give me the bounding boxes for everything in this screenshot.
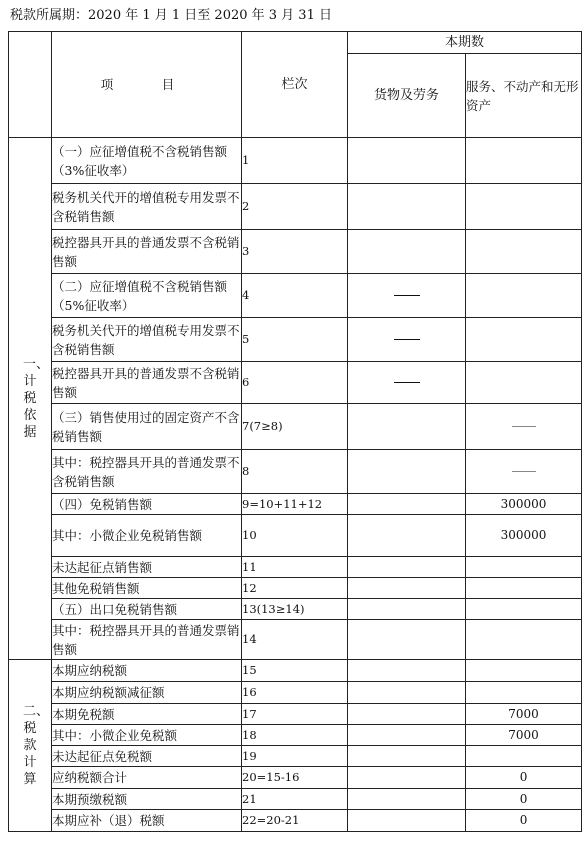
item-cell: 应纳税额合计 [52, 767, 242, 789]
goods-cell [348, 274, 466, 318]
services-cell: 7000 [466, 704, 582, 725]
item-cell: 其他免税销售额 [52, 578, 242, 599]
item-cell: 其中：小微企业免税额 [52, 725, 242, 746]
services-cell [466, 362, 582, 404]
services-cell [466, 746, 582, 767]
goods-cell [348, 230, 466, 274]
table-row [9, 138, 582, 184]
table-row [9, 599, 582, 620]
item-cell: 其中：税控器具开具的普通发票销售额 [52, 620, 242, 660]
section-label: 二、税款计算 [23, 704, 50, 787]
goods-cell [348, 362, 466, 404]
not-applicable-dash [512, 426, 536, 427]
goods-cell [348, 767, 466, 789]
header-goods: 货物及劳务 [348, 54, 466, 138]
section-basis [9, 138, 52, 660]
not-applicable-dash [394, 295, 420, 296]
table-row [9, 704, 582, 725]
item-cell: 本期应补（退）税额 [52, 810, 242, 832]
line-number-cell: 15 [242, 660, 348, 682]
table-row [9, 404, 582, 450]
goods-cell [348, 578, 466, 599]
services-cell: 7000 [466, 725, 582, 746]
header-item: 项 目 [52, 32, 242, 138]
table-row [9, 557, 582, 578]
table-row [9, 318, 582, 362]
line-number-cell: 2 [242, 184, 348, 230]
goods-cell [348, 494, 466, 515]
line-number-cell: 9=10+11+12 [242, 494, 348, 515]
table-row [9, 620, 582, 660]
goods-cell [348, 746, 466, 767]
services-cell [466, 557, 582, 578]
header-current-period: 本期数 [348, 32, 582, 54]
vat-return-table [8, 31, 582, 832]
item-cell: 未达起征点免税额 [52, 746, 242, 767]
line-number-cell: 19 [242, 746, 348, 767]
goods-cell [348, 620, 466, 660]
line-number-cell: 12 [242, 578, 348, 599]
goods-cell [348, 599, 466, 620]
services-cell [466, 660, 582, 682]
services-cell [466, 318, 582, 362]
line-number-cell: 5 [242, 318, 348, 362]
services-cell [466, 274, 582, 318]
line-number-cell: 21 [242, 789, 348, 810]
line-number-cell: 14 [242, 620, 348, 660]
item-cell: （二）应征增值税不含税销售额（5%征收率） [52, 274, 242, 318]
goods-cell [348, 660, 466, 682]
table-row [9, 274, 582, 318]
header-services: 服务、不动产和无形资产 [466, 54, 582, 138]
item-cell: 税控器具开具的普通发票不含税销售额 [52, 230, 242, 274]
line-number-cell: 1 [242, 138, 348, 184]
services-cell: 0 [466, 810, 582, 832]
services-cell [466, 138, 582, 184]
goods-cell [348, 404, 466, 450]
table-row [9, 746, 582, 767]
services-cell [466, 450, 582, 494]
services-cell [466, 184, 582, 230]
table-row [9, 810, 582, 832]
item-cell: （一）应征增值税不含税销售额（3%征收率） [52, 138, 242, 184]
services-cell [466, 230, 582, 274]
header-row-top [9, 32, 582, 54]
not-applicable-dash [394, 382, 420, 383]
goods-cell [348, 318, 466, 362]
not-applicable-dash [394, 339, 420, 340]
table-row [9, 230, 582, 274]
table-row [9, 362, 582, 404]
line-number-cell: 13(13≥14) [242, 599, 348, 620]
item-cell: 本期预缴税额 [52, 789, 242, 810]
item-cell: 本期免税额 [52, 704, 242, 725]
item-cell: 其中：税控器具开具的普通发票不含税销售额 [52, 450, 242, 494]
table-row [9, 682, 582, 704]
line-number-cell: 22=20-21 [242, 810, 348, 832]
services-cell: 300000 [466, 494, 582, 515]
goods-cell [348, 138, 466, 184]
services-cell [466, 404, 582, 450]
item-cell: （三）销售使用过的固定资产不含税销售额 [52, 404, 242, 450]
table-row [9, 767, 582, 789]
goods-cell [348, 810, 466, 832]
line-number-cell: 7(7≥8) [242, 404, 348, 450]
section-label: 一、计税依据 [23, 357, 50, 440]
line-number-cell: 6 [242, 362, 348, 404]
table-body [9, 138, 582, 832]
goods-cell [348, 450, 466, 494]
goods-cell [348, 515, 466, 557]
line-number-cell: 4 [242, 274, 348, 318]
tax-period-label: 税款所属期：2020 年 1 月 1 日至 2020 年 3 月 31 日 [10, 8, 332, 23]
line-number-cell: 16 [242, 682, 348, 704]
goods-cell [348, 682, 466, 704]
line-number-cell: 17 [242, 704, 348, 725]
item-cell: 税务机关代开的增值税专用发票不含税销售额 [52, 318, 242, 362]
services-cell [466, 578, 582, 599]
services-cell [466, 599, 582, 620]
section-tax-calc [9, 660, 52, 832]
table-row [9, 515, 582, 557]
table-row [9, 494, 582, 515]
item-cell: （四）免税销售额 [52, 494, 242, 515]
services-cell: 0 [466, 767, 582, 789]
table-row [9, 725, 582, 746]
line-number-cell: 8 [242, 450, 348, 494]
goods-cell [348, 789, 466, 810]
table-row [9, 184, 582, 230]
goods-cell [348, 704, 466, 725]
table-row [9, 578, 582, 599]
item-cell: 税控器具开具的普通发票不含税销售额 [52, 362, 242, 404]
services-cell [466, 620, 582, 660]
services-cell: 0 [466, 789, 582, 810]
item-cell: 本期应纳税额 [52, 660, 242, 682]
header-section-cell [9, 32, 52, 138]
item-cell: （五）出口免税销售额 [52, 599, 242, 620]
line-number-cell: 11 [242, 557, 348, 578]
line-number-cell: 3 [242, 230, 348, 274]
goods-cell [348, 557, 466, 578]
item-cell: 未达起征点销售额 [52, 557, 242, 578]
goods-cell [348, 184, 466, 230]
line-number-cell: 10 [242, 515, 348, 557]
table-row [9, 450, 582, 494]
table-row [9, 660, 582, 682]
goods-cell [348, 725, 466, 746]
item-cell: 本期应纳税额减征额 [52, 682, 242, 704]
not-applicable-dash [512, 471, 536, 472]
line-number-cell: 20=15-16 [242, 767, 348, 789]
services-cell: 300000 [466, 515, 582, 557]
item-cell: 税务机关代开的增值税专用发票不含税销售额 [52, 184, 242, 230]
services-cell [466, 682, 582, 704]
line-number-cell: 18 [242, 725, 348, 746]
item-cell: 其中：小微企业免税销售额 [52, 515, 242, 557]
header-line-no: 栏次 [242, 32, 348, 138]
table-row [9, 789, 582, 810]
